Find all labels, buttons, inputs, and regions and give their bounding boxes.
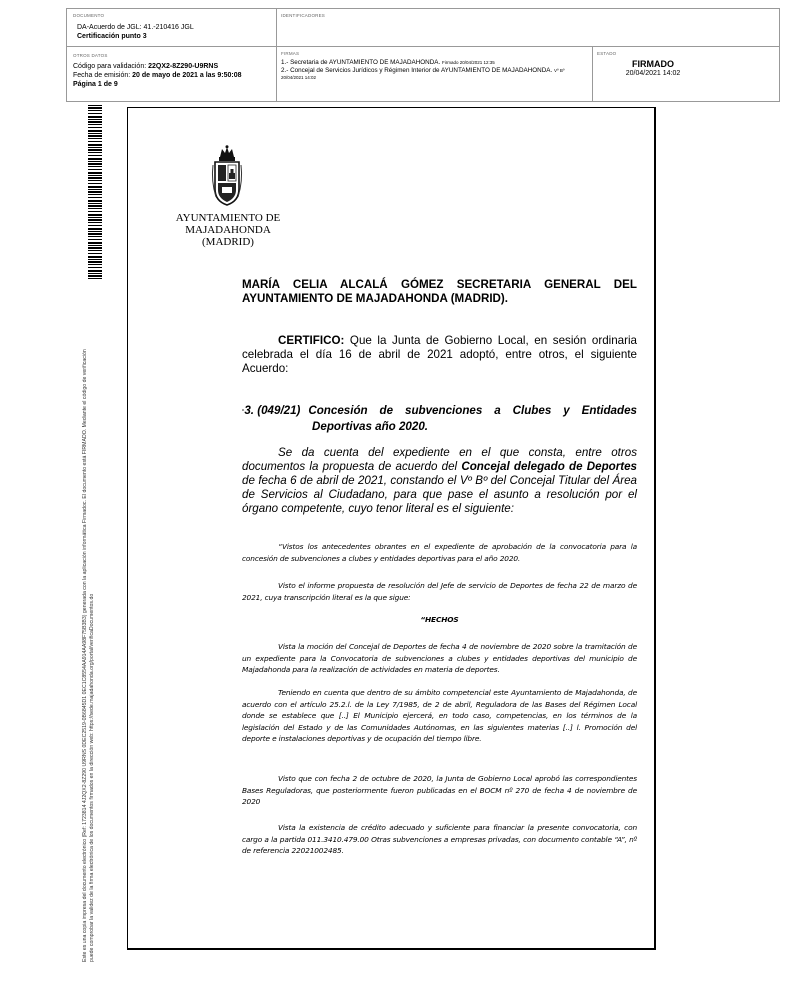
quote-visto-informe: Visto el informe propuesta de resolución del Jefe de servicio de Deportes de fecha 22 de marzo de 2021, cuya transcripción literal es la que sigue: xyxy=(242,581,637,602)
firma-2: 2.- Concejal de Servicios Jurídicos y Régimen Interior de AYUNTAMIENTO DE MAJADAHONDA. Vº Bº xyxy=(281,67,565,74)
organization-line1: AYUNTAMIENTO DE xyxy=(175,212,281,224)
firma-2-date: 20/04/2021 14:02 xyxy=(281,75,317,80)
quote-bases: Visto que con fecha 2 de octubre de 2020, la Junta de Gobierno Local aprobó las correspondientes Bases Reguladoras, que posteriormente fueron publicadas en el BOCM nº 270 de fecha 4 de noviembre de 2020 xyxy=(242,774,637,806)
document-header xyxy=(66,8,780,102)
se-da-cuenta-paragraph: Se da cuenta del expediente en el que consta, entre otros documentos la propuesta de acuerdo del Concejal delegado de Deportes de fecha 6 de abril de 2021, constando el Vº Bº del Concejal Titular del Área de Servicios al Ciudadano, para que pase el asunto a resolución por el órgano competente, cuyo tenor literal es el siguiente: xyxy=(242,446,637,515)
documento-cell xyxy=(67,9,277,47)
quote-mocion: Vista la moción del Concejal de Deportes de fecha 4 de noviembre de 2020 sobre la tramitación de un expediente para la Convocatoria de subvenciones a clubes y entidades deportivas del municipio de Majadahonda para la realización de actividades en materia de deportes. xyxy=(242,642,637,674)
agreement-title-line1: Concesión de subvenciones a Clubes y Entidades xyxy=(308,404,637,417)
quote-vistos: “Vistos los antecedentes obrantes en el expediente de aprobación de la convocatoria para la concesión de subvenciones a clubes y entidades deportivas para el año 2020. xyxy=(242,542,637,563)
side-verification-text-2: puede comprobar la validez de la firma electrónica de los documentos firmados en la dirección web: https://sede.majadahonda.org/portal/verificaDocumentos.do xyxy=(89,593,95,962)
documento-label: DOCUMENTO xyxy=(73,13,105,18)
agreement-number: 3. (049/21) xyxy=(244,404,301,417)
coat-of-arms-icon xyxy=(210,145,244,207)
firma-1: 1.- Secretaria de AYUNTAMIENTO DE MAJADAHONDA. Firmado 20/04/2021 12:35 xyxy=(281,59,495,66)
hechos-heading: “HECHOS xyxy=(420,615,459,624)
firmas-cell xyxy=(277,47,593,101)
estado-label: ESTADO xyxy=(597,51,617,56)
organization-name xyxy=(170,212,286,248)
side-verification-text-1: Este es una copia impresa del documento electrónico (Ref: 1723814 4J2QX2-8Z290 U9RNS 0DEC2519-0B6845D1 0EC1C8554AA914AA98F75B3B3) generada con la aplicación informática Firmadoc. El documento está FIRMADO. Mediante el código de verificación xyxy=(82,349,88,962)
barcode xyxy=(88,105,102,281)
pagina: Página 1 de 9 xyxy=(73,81,118,88)
firmas-label: FIRMAS xyxy=(281,51,300,56)
fecha-emision: Fecha de emisión: 20 de mayo de 2021 a las 9:50:08 xyxy=(73,72,242,79)
documento-line1: DA-Acuerdo de JGL: 41.-210416 JGL xyxy=(77,24,194,31)
estado-value: FIRMADO xyxy=(632,59,674,69)
agreement-title-row: “ 3. (049/21) Concesión de subvenciones a Clubes y Entidades xyxy=(242,404,637,420)
organization-line3: (MADRID) xyxy=(202,236,254,248)
organization-line2: MAJADAHONDA xyxy=(185,224,271,236)
codigo-validacion: Código para validación: 22QX2-8Z290-U9RNS xyxy=(73,63,219,70)
agreement-title-line2: Deportivas año 2020. xyxy=(312,420,428,433)
certifico-paragraph: CERTIFICO: Que la Junta de Gobierno Local, en sesión ordinaria celebrada el día 16 de abril de 2021 adoptó, entre otros, el siguiente Acuerdo: xyxy=(242,334,637,375)
quote-ambito: Teniendo en cuenta que dentro de su ámbito competencial este Ayuntamiento de Majadahonda, de acuerdo con el artículo 25.2.l. de la Ley 7/1985, de 2 de abril, Reguladora de las Bases del Régimen Local donde se establece que [..] El Municipio ejercerá, en todo caso, competencias, en los términos de la legislación del Estado y de las Comunidades Autónomas, en las siguientes materias [..] l. Promoción del deporte e instalaciones deportivas y de ocupación del tiempo libre. xyxy=(242,688,637,743)
documento-line2: Certificación punto 3 xyxy=(77,33,147,40)
estado-cell xyxy=(593,47,779,101)
agreement-title xyxy=(242,404,637,434)
otros-datos-label: OTROS DATOS xyxy=(73,53,108,58)
estado-date: 20/04/2021 14:02 xyxy=(625,70,681,77)
identificadores-label: IDENTIFICADORES xyxy=(281,13,326,18)
quote-credito: Vista la existencia de crédito adecuado y suficiente para financiar la presente convocatoria, con cargo a la partida 011.3410.479.00 Otras subvenciones a empresas privadas, con documento contable “A”, nº de referencia 22021002485. xyxy=(242,823,637,855)
identificadores-cell xyxy=(277,9,779,47)
otros-datos-cell xyxy=(67,47,277,101)
secretaria-heading: MARÍA CELIA ALCALÁ GÓMEZ SECRETARIA GENERAL DEL AYUNTAMIENTO DE MAJADAHONDA (MADRID). xyxy=(242,278,637,305)
